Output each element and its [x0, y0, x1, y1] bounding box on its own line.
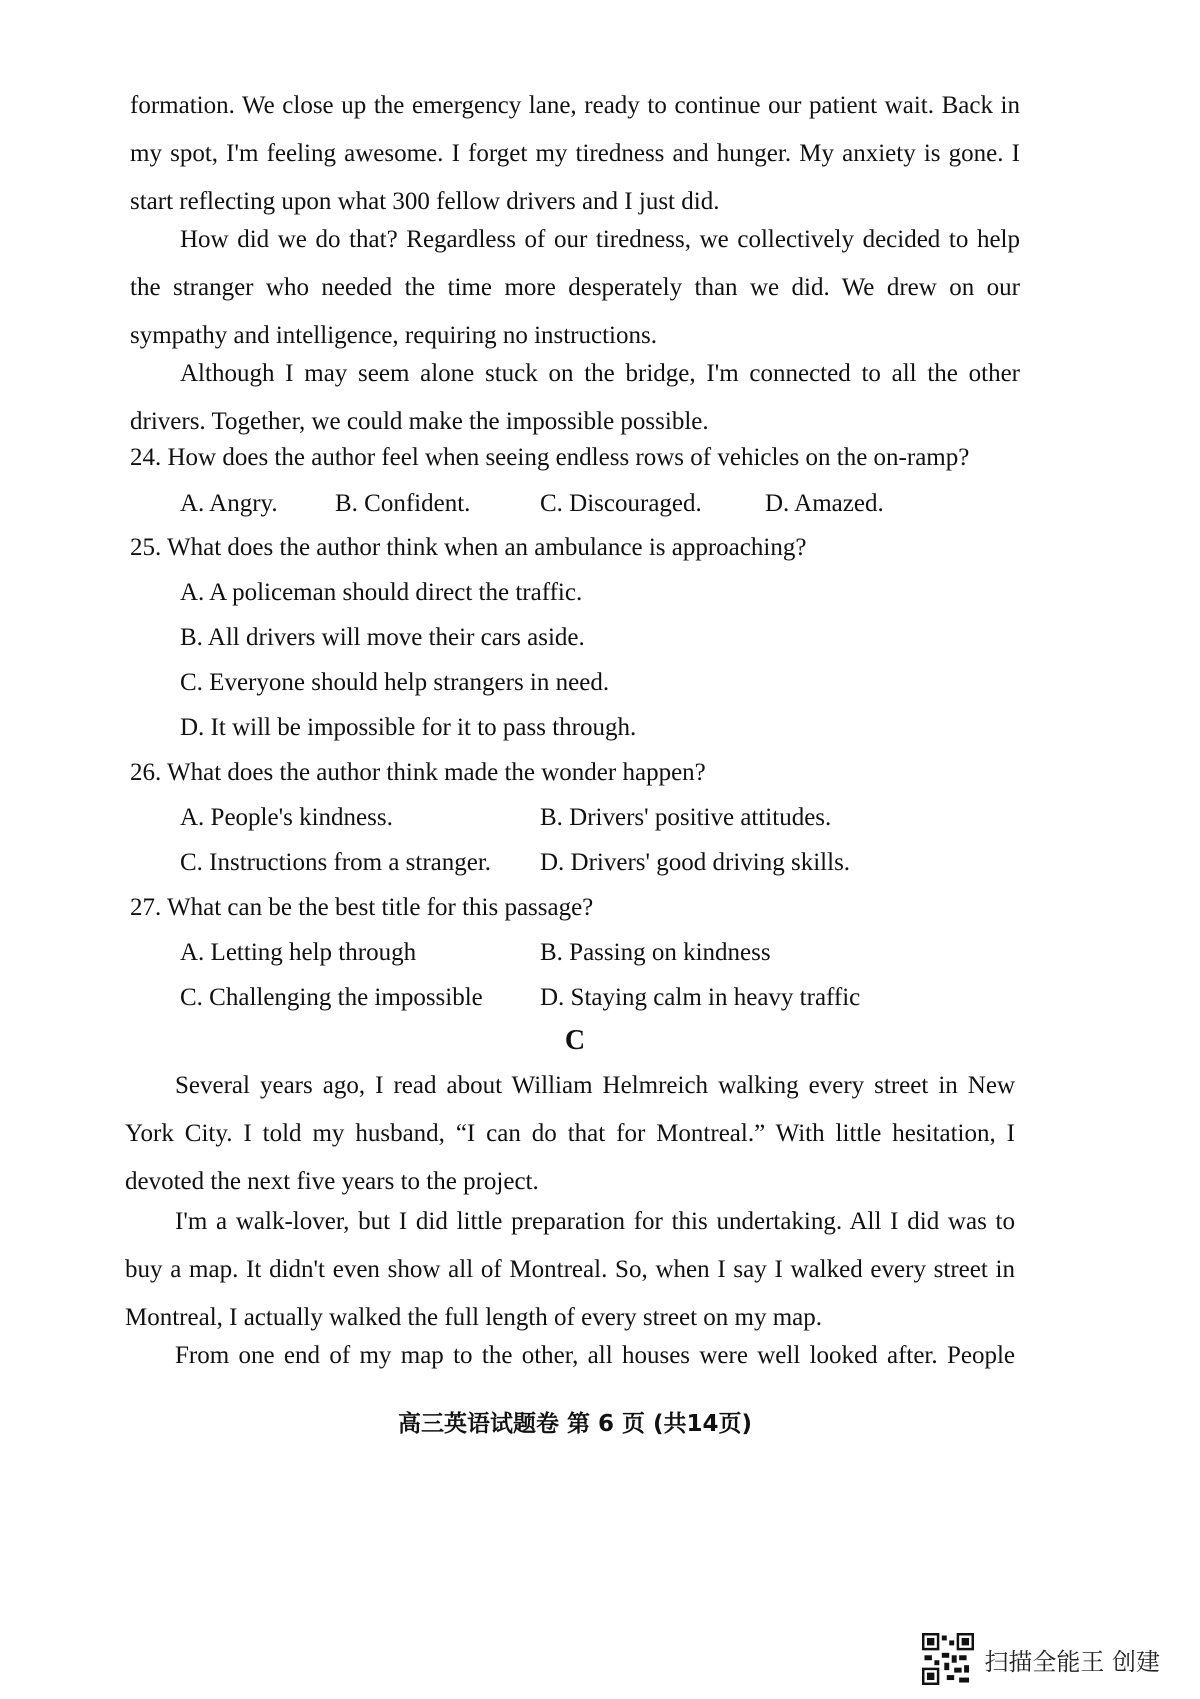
question-stem: 26. What does the author think made the wonder happen?: [130, 759, 706, 786]
passage-paragraph: I'm a walk-lover, but I did little preparation for this undertaking. All I did was to buy a map. It didn't even show all of Montreal. So, when I say I walked every street in Montreal, I actually walked the full length of every street on my map.: [125, 1208, 1015, 1331]
passage-paragraph: Although I may seem alone stuck on the bridge, I'm connected to all the other drivers. Together, we could make the impossible possible.: [130, 360, 1020, 435]
passage-paragraph: formation. We close up the emergency lane, ready to continue our patient wait. Back in my spot, I'm feeling awesome. I forget my tiredness and hunger. My anxiety is gone. I start reflecting upon what 300 fellow drivers and I just did.: [130, 92, 1020, 215]
passage-paragraph: Several years ago, I read about William Helmreich walking every street in New York City. I told my husband, “I can do that for Montreal.” With little hesitation, I devoted the next five years to the project.: [125, 1072, 1015, 1195]
passage-paragraph: From one end of my map to the other, all houses were well looked after. People: [175, 1342, 1015, 1369]
question-option: C. Challenging the impossible: [180, 984, 483, 1011]
question-option: A. Angry.: [180, 490, 278, 517]
question-option: B. Confident.: [335, 490, 471, 517]
page-footer: 高三英语试题卷 第 6 页 (共14页): [397, 1411, 753, 1437]
question-option: D. Staying calm in heavy traffic: [540, 984, 861, 1011]
question-option: D. Amazed.: [765, 490, 884, 517]
question-option: B. Passing on kindness: [540, 939, 771, 966]
scanner-watermark: [922, 1633, 1160, 1685]
question-option: A. Letting help through: [180, 939, 417, 966]
question-stem: 27. What can be the best title for this passage?: [130, 894, 594, 921]
question-option: C. Discouraged.: [540, 490, 702, 517]
qr-code-icon: [922, 1633, 974, 1685]
question-option: D. Drivers' good driving skills.: [540, 849, 851, 876]
question-stem: 24. How does the author feel when seeing endless rows of vehicles on the on-ramp?: [130, 444, 970, 471]
question-option: C. Instructions from a stranger.: [180, 849, 492, 876]
question-option: C. Everyone should help strangers in need.: [180, 669, 610, 696]
watermark-text: 扫描全能王 创建: [984, 1647, 1160, 1676]
question-stem: 25. What does the author think when an ambulance is approaching?: [130, 534, 807, 561]
question-option: D. It will be impossible for it to pass through.: [180, 714, 637, 741]
question-option: A. A policeman should direct the traffic.: [180, 579, 583, 606]
question-option: B. All drivers will move their cars aside.: [180, 624, 585, 651]
section-heading: C: [564, 1025, 586, 1056]
question-option: A. People's kindness.: [180, 804, 393, 831]
question-option: B. Drivers' positive attitudes.: [540, 804, 832, 831]
passage-paragraph: How did we do that? Regardless of our tiredness, we collectively decided to help the stranger who needed the time more desperately than we did. We drew on our sympathy and intelligence, requiring no instructions.: [130, 226, 1020, 349]
